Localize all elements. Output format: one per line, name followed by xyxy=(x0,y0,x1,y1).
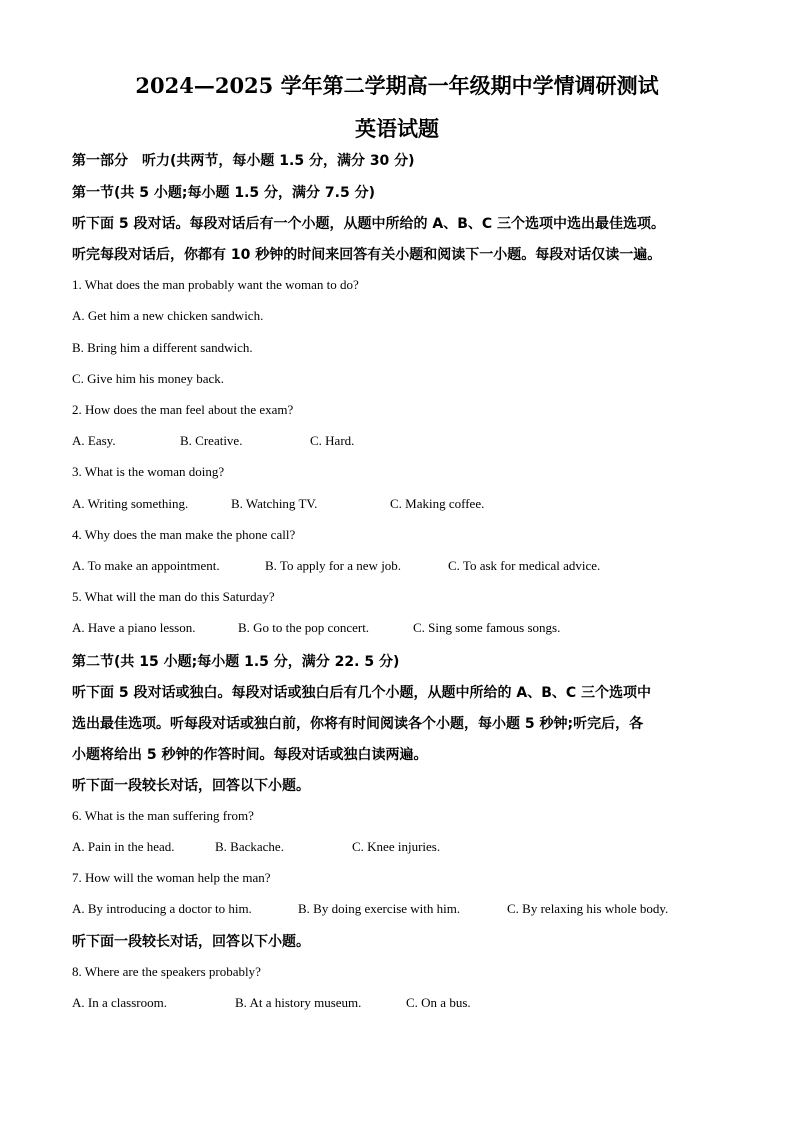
option-a: A. Pain in the head. xyxy=(72,839,175,854)
option-b: B. To apply for a new job. xyxy=(265,558,402,573)
option-b: B. At a history museum. xyxy=(235,995,362,1010)
option-b: B. Backache. xyxy=(215,839,284,854)
section1-heading: 第一节(共 5 小题;每小题 1.5 分，满分 7.5 分) xyxy=(72,185,375,201)
question-stem: 7. How will the woman help the man? xyxy=(72,870,271,885)
option-a: A. By introducing a doctor to him. xyxy=(72,901,252,916)
option-a: A. Have a piano lesson. xyxy=(72,620,196,635)
section1-instruction: 听下面 5 段对话。每段对话后有一个小题，从题中所给的 A、B、C 三个选项中选出最佳选项。 xyxy=(72,216,666,232)
question-stem: 2. How does the man feel about the exam? xyxy=(72,402,294,417)
option-c: C. On a bus. xyxy=(406,995,471,1010)
section2-heading: 第二节(共 15 小题;每小题 1.5 分，满分 22. 5 分) xyxy=(72,654,400,670)
question-stem: 4. Why does the man make the phone call? xyxy=(72,527,296,542)
question-stem: 3. What is the woman doing? xyxy=(72,464,225,479)
question-stem: 6. What is the man suffering from? xyxy=(72,808,254,823)
section2-instruction: 选出最佳选项。听每段对话或独白前，你将有时间阅读各个小题，每小题 5 秒钟;听完后，各 xyxy=(72,716,644,732)
option-b: B. Bring him a different sandwich. xyxy=(72,340,253,355)
question-stem: 8. Where are the speakers probably? xyxy=(72,964,261,979)
option-b: B. By doing exercise with him. xyxy=(298,901,461,916)
option-c: C. Sing some famous songs. xyxy=(413,620,561,635)
section2-instruction: 小题将给出 5 秒钟的作答时间。每段对话或独白读两遍。 xyxy=(72,747,428,763)
dialog-prompt: 听下面一段较长对话，回答以下小题。 xyxy=(72,778,310,794)
option-a: A. In a classroom. xyxy=(72,995,167,1010)
dialog-prompt: 听下面一段较长对话，回答以下小题。 xyxy=(72,934,310,950)
option-c: C. To ask for medical advice. xyxy=(448,558,601,573)
question-stem: 1. What does the man probably want the woman to do? xyxy=(72,277,359,292)
page-title: 2024—2025 学年第二学期高一年级期中学情调研测试 xyxy=(135,73,659,98)
option-c: C. Hard. xyxy=(310,433,355,448)
part-heading: 第一部分 听力(共两节，每小题 1.5 分，满分 30 分) xyxy=(72,153,415,169)
option-a: A. Get him a new chicken sandwich. xyxy=(72,308,264,323)
option-c: C. Knee injuries. xyxy=(352,839,441,854)
option-b: B. Go to the pop concert. xyxy=(238,620,370,635)
option-a: A. Writing something. xyxy=(72,496,189,511)
section2-instruction: 听下面 5 段对话或独白。每段对话或独白后有几个小题，从题中所给的 A、B、C 三个选项中 xyxy=(72,685,652,701)
section1-instruction: 听完每段对话后，你都有 10 秒钟的时间来回答有关小题和阅读下一小题。每段对话仅读一遍。 xyxy=(72,247,662,263)
question-stem: 5. What will the man do this Saturday? xyxy=(72,589,275,604)
option-a: A. To make an appointment. xyxy=(72,558,220,573)
option-b: B. Watching TV. xyxy=(231,496,318,511)
option-c: C. Making coffee. xyxy=(390,496,485,511)
page-subtitle: 英语试题 xyxy=(355,116,439,141)
option-c: C. Give him his money back. xyxy=(72,371,225,386)
option-a: A. Easy. xyxy=(72,433,116,448)
option-c: C. By relaxing his whole body. xyxy=(507,901,669,916)
option-b: B. Creative. xyxy=(180,433,243,448)
